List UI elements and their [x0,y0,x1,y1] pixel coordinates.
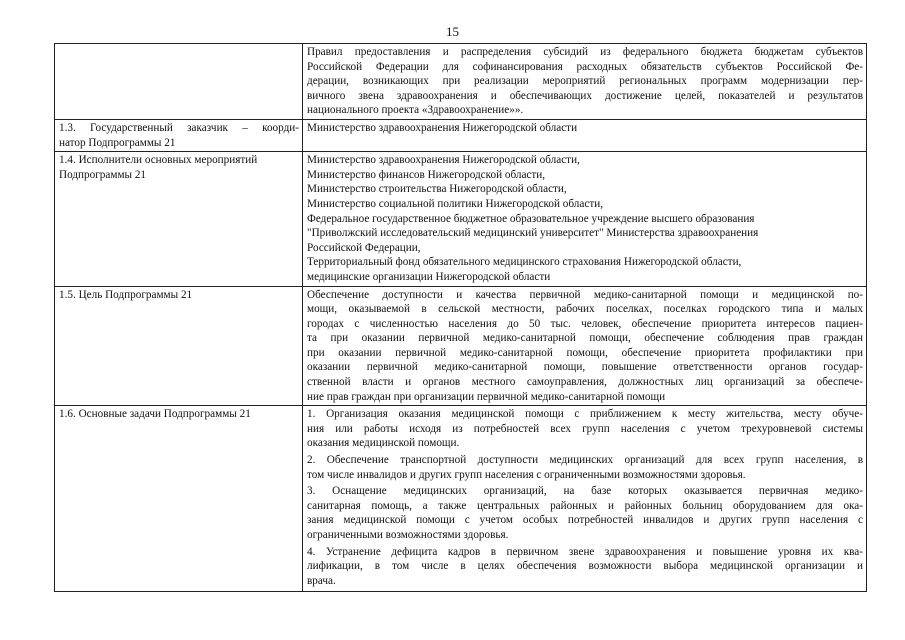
row-label-cell [55,406,303,592]
table-row [55,119,867,151]
text-line: "Приволжский исследовательский медицинский университет" Министерства здравоохранения [307,227,759,240]
row-content-cell [303,152,867,286]
text-line: Министерство строительства Нижегородской области, [307,183,567,196]
label-line: натор Подпрограммы 21 [59,136,176,149]
text-line: ограниченными возможностями здоровья. [307,529,509,541]
text-line: зания медицинской помощи с учетом особых потребностей инвалидов и других групп населения с [307,514,863,527]
text-line: лификации, в том числе в целях обеспечения возможности выбора медицинской организации и [307,560,863,573]
passport-table [54,43,867,592]
label-line: 1.5. Цель Подпрограммы 21 [59,288,193,301]
text-line: дерации, возникающих при реализации мероприятий региональных программ модернизации пер- [307,75,863,88]
task-paragraph [307,484,863,542]
text-line: Министерство социальной политики Нижегородской области, [307,197,603,210]
text-line: Министерство финансов Нижегородской области, [307,168,546,181]
label-line: 1.4. Исполнители основных мероприятий [59,154,258,167]
text-line: вичного звена здравоохранения и обеспечивающих достижение целей, показателей и результатов [307,89,863,102]
text-line: Обеспечение доступности и качества первичной медико-санитарной помощи и медицинской по- [307,288,863,301]
text-line: ние прав граждан при организации первичной медико-санитарной помощи [307,390,666,403]
table-row [55,406,867,592]
text-line: врача. [307,574,336,587]
text-line: 4. Устранение дефицита кадров в первичном звене здравоохранения и повышение уровня их ква- [307,545,863,558]
text-line: Территориальный фонд обязательного медицинского страхования Нижегородской области, [307,256,742,269]
row-label-cell [55,119,303,151]
text-line: 3. Оснащение медицинских организаций, на базе которых оказывается первичная медико- [307,485,863,498]
text-line: оказания медицинской помощи. [307,437,460,450]
label-line: Подпрограммы 21 [59,168,147,181]
text-line: Министерство здравоохранения Нижегородской области, [307,154,580,167]
page-number: 15 [446,24,459,39]
label-line: 1.6. Основные задачи Подпрограммы 21 [59,408,251,421]
text-line: том числе инвалидов и других групп населения с ограниченными возможностями здоровья. [307,468,746,481]
text-line: 1. Организация оказания медицинской помощи с приближением к месту жительства, месту обуче- [307,408,863,421]
text-line: оказании первичной медико-санитарной помощи, повышение ответственности органов государ- [307,361,863,374]
row-content-cell [303,286,867,406]
text-line: Российской Федерации для софинансирования расходных обязательств субъектов Российской Фе- [307,60,863,73]
task-paragraph [307,453,863,482]
row-content-cell [303,119,867,151]
table-row [55,286,867,406]
row-content-cell [303,406,867,592]
text-line: ственной власти и органов местного самоуправления, должностных лиц организаций за обеспече- [307,376,863,389]
text-line: медицинские организации Нижегородской области [307,270,551,283]
task-paragraph [307,545,863,589]
row-content-cell [303,44,867,120]
label-line: 1.3. Государственный заказчик – коорди- [59,121,299,134]
text-line: санитарная помощь, а также центральных районных и районных больниц оборудованием для ока- [307,499,863,512]
row-label-cell [55,44,303,120]
text-line: городах с численностью населения до 50 тыс. человек, обеспечение приоритета интересов пациен- [307,317,863,330]
text-line: мощи, оказываемой в сельской местности, рабочих поселках, поселках городского типа и малых [307,303,863,316]
row-label-cell [55,152,303,286]
text-line: национального проекта «Здравоохранение»». [307,104,524,117]
row-label-cell [55,286,303,406]
text-line: Правил предоставления и распределения субсидий из федерального бюджета бюджетам субъектов [307,46,863,58]
table-row [55,44,867,120]
text-line: Федеральное государственное бюджетное образовательное учреждение высшего образования [307,212,755,225]
text-line: Российской Федерации, [307,241,421,254]
text-line: ния или работы исходя из потребностей всех групп населения с учетом трехуровневой системы [307,422,863,435]
text-line: при оказании первичной медико-санитарной помощи, обеспечение приоритета профилактики при [307,346,863,359]
text-line: Министерство здравоохранения Нижегородской области [307,121,578,134]
task-paragraph [307,407,863,451]
text-line: 2. Обеспечение транспортной доступности медицинских организаций для всех групп населения, в [307,454,863,467]
text-line: та при оказании первичной медико-санитарной помощи, обеспечение соблюдения прав граждан [307,332,863,345]
table-row [55,152,867,286]
